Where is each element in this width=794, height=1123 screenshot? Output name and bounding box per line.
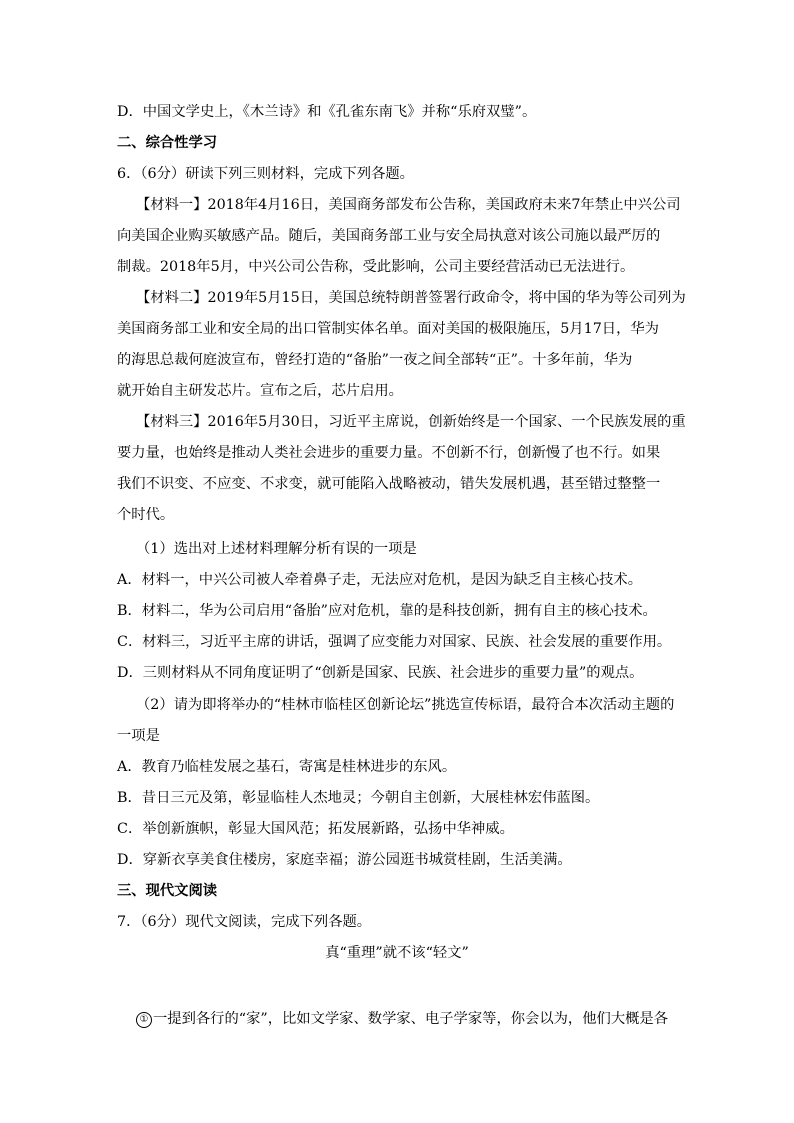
question-7-stem: 7．（6分）现代文阅读，完成下列各题。 <box>117 914 372 930</box>
article-paragraph-1-text: 一提到各行的“家”，比如文学家、数学家、电子学家等，你会以为，他们大概是各 <box>153 1011 669 1027</box>
subquestion-2-line-2: 一项是 <box>117 728 160 744</box>
subq2-option-c: C．举创新旗帜，彰显大国风范；拓发展新路，弘扬中华神威。 <box>117 821 514 837</box>
material-2-line-4: 就开始自主研发芯片。宣布之后，芯片启用。 <box>117 383 403 399</box>
material-1-line-1: 【材料一】2018年4月16日，美国商务部发布公告称，美国政府未来7年禁止中兴公司 <box>136 197 681 213</box>
material-3-line-1: 【材料三】2016年5月30日，习近平主席说，创新始终是一个国家、一个民族发展的重 <box>136 414 686 430</box>
section-heading-3: 三、现代文阅读 <box>117 883 218 899</box>
subq1-option-c: C．材料三，习近平主席的讲话，强调了应变能力对国家、民族、社会发展的重要作用。 <box>117 634 672 650</box>
material-3-line-4: 个时代。 <box>117 507 175 523</box>
subq1-option-d: D．三则材料从不同角度证明了“创新是国家、民族、社会进步的重要力量”的观点。 <box>117 665 644 681</box>
paragraph-number-marker: ① <box>136 1012 152 1028</box>
subquestion-1: （1）选出对上述材料理解分析有误的一项是 <box>136 541 417 557</box>
option-d-q5: D．中国文学史上，《木兰诗》和《孔雀东南飞》并称“乐府双璧”。 <box>117 104 537 120</box>
subq1-option-a: A．材料一，中兴公司被人牵着鼻子走，无法应对危机，是因为缺乏自主核心技术。 <box>117 572 643 588</box>
subq2-option-a: A．教育乃临桂发展之基石，寄寓是桂林进步的东风。 <box>117 759 457 775</box>
article-title: 真“重理”就不该“轻文” <box>325 945 469 961</box>
subquestion-2-line-1: （2）请为即将举办的“桂林市临桂区创新论坛”挑选宣传标语，最符合本次活动主题的 <box>136 697 675 713</box>
material-2-line-1: 【材料二】2019年5月15日，美国总统特朗普签署行政命令，将中国的华为等公司列为 <box>136 290 686 306</box>
material-3-line-3: 我们不识变、不应变、不求变，就可能陷入战略被动，错失发展机遇，甚至错过整整一 <box>117 476 661 492</box>
material-2-line-3: 的海思总裁何庭波宣布，曾经打造的“备胎”一夜之间全部转“正”。十多年前，华为 <box>117 352 633 368</box>
material-2-line-2: 美国商务部工业和安全局的出口管制实体名单。面对美国的极限施压，5月17日，华为 <box>117 321 659 337</box>
question-6-stem: 6．（6分）研读下列三则材料，完成下列各题。 <box>117 166 414 182</box>
section-heading-2: 二、综合性学习 <box>117 135 218 151</box>
article-paragraph-1 <box>136 1009 668 1029</box>
material-1-line-2: 向美国企业购买敏感产品。随后，美国商务部工业与安全局执意对该公司施以最严厉的 <box>117 228 661 244</box>
subq2-option-b: B．昔日三元及第，彰显临桂人杰地灵；今朝自主创新，大展桂林宏伟蓝图。 <box>117 790 600 806</box>
subq2-option-d: D．穿新衣享美食住楼房，家庭幸福；游公园逛书城赏桂剧，生活美满。 <box>117 852 572 868</box>
material-1-line-3: 制裁。2018年5月，中兴公司公告称，受此影响，公司主要经营活动已无法进行。 <box>117 259 635 275</box>
material-3-line-2: 要力量，也始终是推动人类社会进步的重要力量。不创新不行，创新慢了也不行。如果 <box>117 445 661 461</box>
subq1-option-b: B．材料二，华为公司启用“备胎”应对危机，靠的是科技创新，拥有自主的核心技术。 <box>117 603 657 619</box>
